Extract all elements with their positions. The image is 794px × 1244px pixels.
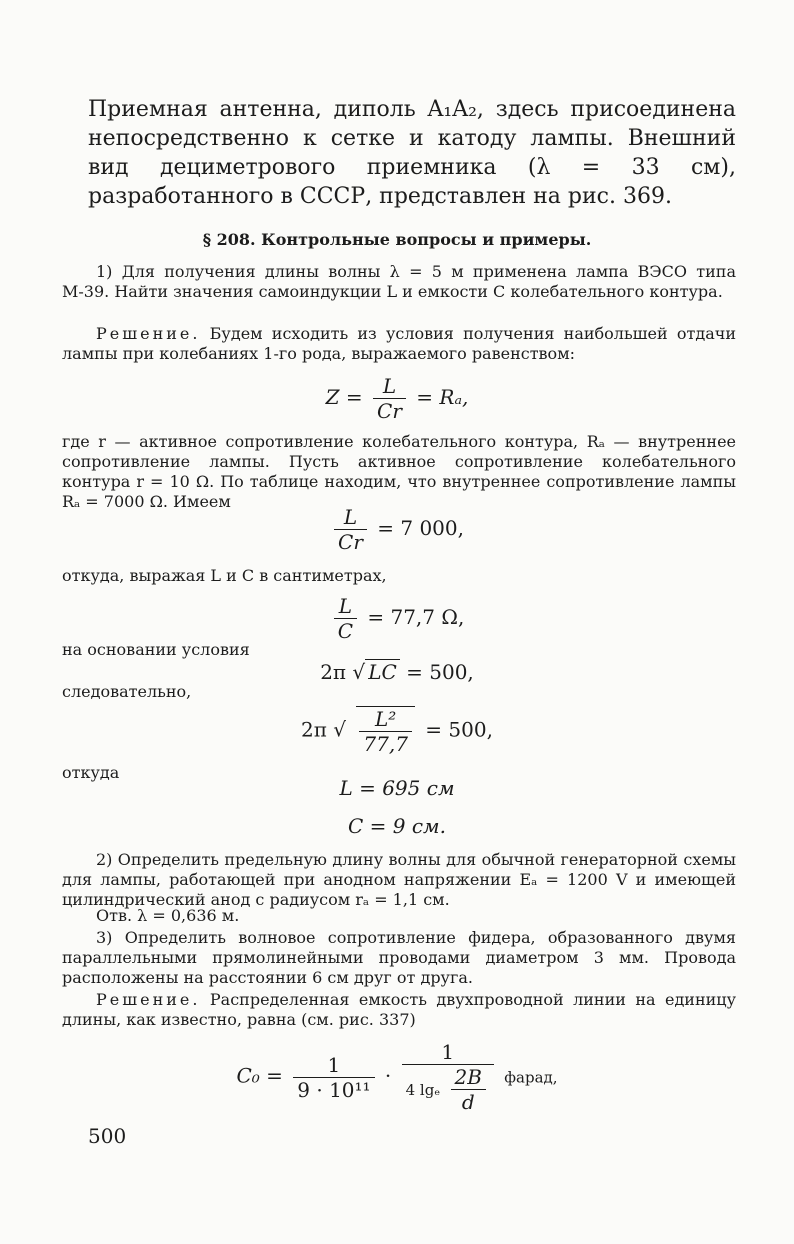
formula-4-radicand: LC bbox=[365, 659, 400, 684]
formula-4-rhs: = 500, bbox=[406, 660, 474, 684]
formula-1-lhs: Z = bbox=[325, 385, 363, 409]
formula-result-l: L = 695 см bbox=[339, 776, 455, 800]
formula-3-num: L bbox=[338, 594, 352, 618]
whence-label: откуда bbox=[62, 763, 120, 782]
formula-8-unit: фарад, bbox=[504, 1068, 558, 1087]
formula-8-inner-fraction bbox=[451, 1065, 486, 1114]
solution-label-1: Решение. bbox=[96, 324, 201, 343]
formula-8-log: 4 lgₑ bbox=[405, 1081, 441, 1099]
formula-3-rhs: = 77,7 Ω, bbox=[367, 605, 465, 629]
formula-2-fraction bbox=[334, 505, 367, 554]
on-basis-label: на основании условия bbox=[62, 640, 250, 659]
section-heading: § 208. Контрольные вопросы и примеры. bbox=[202, 230, 592, 249]
formula-ratio-7000 bbox=[0, 505, 794, 554]
formula-8-den-2 bbox=[402, 1064, 494, 1114]
formula-2-num: L bbox=[343, 505, 358, 529]
formula-5-rhs: = 500, bbox=[425, 717, 493, 742]
formula-8-num-1: 1 bbox=[327, 1052, 341, 1077]
formula-3-den: C bbox=[334, 618, 357, 643]
formula-1-rhs: = Rₐ, bbox=[416, 385, 469, 409]
formula-8-fraction-1 bbox=[293, 1053, 374, 1102]
formula-1-den: Cr bbox=[373, 398, 406, 423]
formula-sqrt-l2 bbox=[0, 706, 794, 756]
therefore-label: следовательно, bbox=[62, 682, 192, 701]
question-1: 1) Для получения длины волны λ = 5 м применена лампа ВЭСО типа М-39. Найти значения самоиндукции L и емкости C колебательного контура. bbox=[62, 262, 736, 301]
formula-8-dot: · bbox=[384, 1063, 392, 1088]
formula-8-lhs: C₀ = bbox=[236, 1063, 283, 1088]
formula-impedance bbox=[0, 374, 794, 423]
formula-2-rhs: = 7 000, bbox=[377, 516, 464, 540]
formula-result-c: C = 9 см. bbox=[348, 814, 446, 838]
formula-5-den: 77,7 bbox=[359, 731, 412, 756]
answer-2: Отв. λ = 0,636 м. bbox=[96, 906, 240, 925]
formula-8-num-2: 1 bbox=[441, 1040, 455, 1064]
question-2: 2) Определить предельную длину волны для обычной генераторной схемы для лампы, работающей при анодном напряжении Eₐ = 1200 V и имеющей цилиндрический анод с радиусом rₐ = 1,1 см. bbox=[62, 850, 736, 909]
page-number: 500 bbox=[88, 1124, 127, 1148]
formula-5-fraction bbox=[356, 706, 415, 756]
solution-1 bbox=[62, 324, 736, 364]
whence-expressing-label: откуда, выражая L и C в сантиметрах, bbox=[62, 566, 387, 585]
formula-sqrt-lc bbox=[0, 660, 794, 684]
formula-capacitance bbox=[0, 1040, 794, 1114]
intro-paragraph: Приемная антенна, диполь A₁A₂, здесь присоединена непосредственно к сетке и катоду лампы. Внешний вид дециметрового приемника (λ = 33 см), разработанного в СССР, представлен на рис. 369. bbox=[88, 97, 736, 209]
formula-1-num: L bbox=[382, 374, 397, 398]
formula-4-pre: 2π √ bbox=[320, 660, 366, 684]
where-paragraph: где r — активное сопротивление колебательного контура, Rₐ — внутреннее сопротивление лампы. Пусть активное сопротивление колебательного контура r = 10 Ω. По таблице находим, что внутреннее сопротивление лампы Rₐ = 7000 Ω. Имеем bbox=[62, 432, 736, 511]
formula-8-den-1: 9 · 10¹¹ bbox=[293, 1077, 374, 1102]
solution-label-3: Решение. bbox=[96, 990, 201, 1009]
formula-3-fraction bbox=[334, 594, 357, 643]
solution-3 bbox=[62, 990, 736, 1030]
formula-8-inner-num: 2B bbox=[454, 1065, 482, 1089]
formula-2-den: Cr bbox=[334, 529, 367, 554]
formula-1-fraction bbox=[373, 374, 406, 423]
formula-5-pre: 2π √ bbox=[301, 717, 347, 742]
solution-1-text: Будем исходить из условия получения наибольшей отдачи лампы при колебаниях 1-го рода, выражаемого равенством: bbox=[62, 324, 736, 363]
question-3: 3) Определить волновое сопротивление фидера, образованного двумя параллельными прямолинейными проводами диаметром 3 мм. Провода расположены на расстоянии 6 см друг от друга. bbox=[62, 928, 736, 987]
formula-5-num: L² bbox=[375, 707, 397, 731]
formula-8-fraction-2 bbox=[402, 1040, 494, 1114]
solution-3-text: Распределенная емкость двухпроводной линии на единицу длины, как известно, равна (см. рис. 337) bbox=[62, 990, 736, 1029]
formula-ratio-77 bbox=[0, 594, 794, 643]
formula-8-inner-den: d bbox=[451, 1089, 486, 1114]
